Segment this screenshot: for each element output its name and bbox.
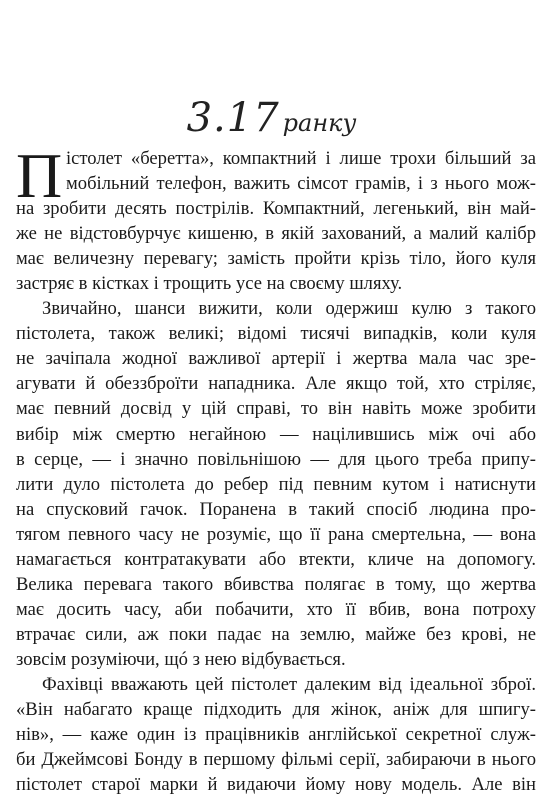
text-line: намагається контратакувати або втекти, кличе на допомогу. [16,548,536,570]
text-line: на спусковий гачок. Поранена в такий спосіб людина про- [16,498,536,520]
text-line: би Джеймсові Бонду в першому фільмі серії, забираючи в нього [16,749,536,771]
text-line: не зачіпала жодної важливої артерії і жертва мала час зре- [16,348,536,370]
text-line: вибір між смертю негайною — націлившись між очі або [16,423,536,445]
text-line: тягом певного часу не розуміє, що її рана смертельна, — вона [16,523,536,545]
chapter-heading [0,95,543,141]
text-line: нів», — каже один із працівників англійської секретної служ- [16,724,536,746]
chapter-time-of-day: ранку [282,109,357,137]
text-line: лити дуло пістолета до ребер під певним кутом і натиснути [16,473,536,495]
text-line: пістолет старої марки й видаючи йому нову модель. Але він [16,774,536,796]
paragraph-3 [16,672,536,797]
text-line: Фахівці вважають цей пістолет далеким від ідеальної зброї. [42,673,536,695]
text-line: на зробити десять пострілів. Компактний, легенький, він май- [16,198,536,220]
text-line: має досить часу, аби побачити, хто її вбив, вона потроху [16,598,536,620]
text-line: в серце, — і значно повільнішою — для цього треба припу- [16,448,536,470]
text-line: має величезну перевагу; замість пройти крізь тіло, його куля [16,248,536,270]
paragraph-2 [16,296,536,672]
text-line: агувати й обеззброїти нападника. Але якщо той, хто стріляє, [16,373,536,395]
text-line: же не відстовбурчує кишеню, в якій захований, а малий калібр [16,223,536,245]
text-line: «Він набагато краще підходить для жінок, аніж для шпигу- [16,699,536,721]
paragraph-1 [16,140,536,296]
text-line: втрачає сили, аж поки падає на землю, майже без крові, не [16,623,536,645]
text-line: Звичайно, шанси вижити, коли одержиш кулю з такого [42,298,536,320]
text-line: істолет «беретта», компактний і лише трохи більший за [66,148,536,169]
text-line: застряє в кістках і трощить усе на своєму шляху. [16,273,403,295]
drop-cap: П [16,140,63,211]
text-line: пістолета, також великі; відомі тисячі випадків, коли куля [16,323,536,345]
text-line: мобільний телефон, важить сімсот грамів, і з нього мож- [66,173,536,195]
text-line: зовсім розуміючи, щó з нею відбувається. [16,648,346,670]
text-line: має певний досвід у цій справі, то він навіть може зробити [16,398,536,420]
body-text [16,140,536,797]
text-line: Велика перевага такого вбивства полягає в тому, що жертва [16,573,536,595]
chapter-number: 3.17 [186,95,280,141]
